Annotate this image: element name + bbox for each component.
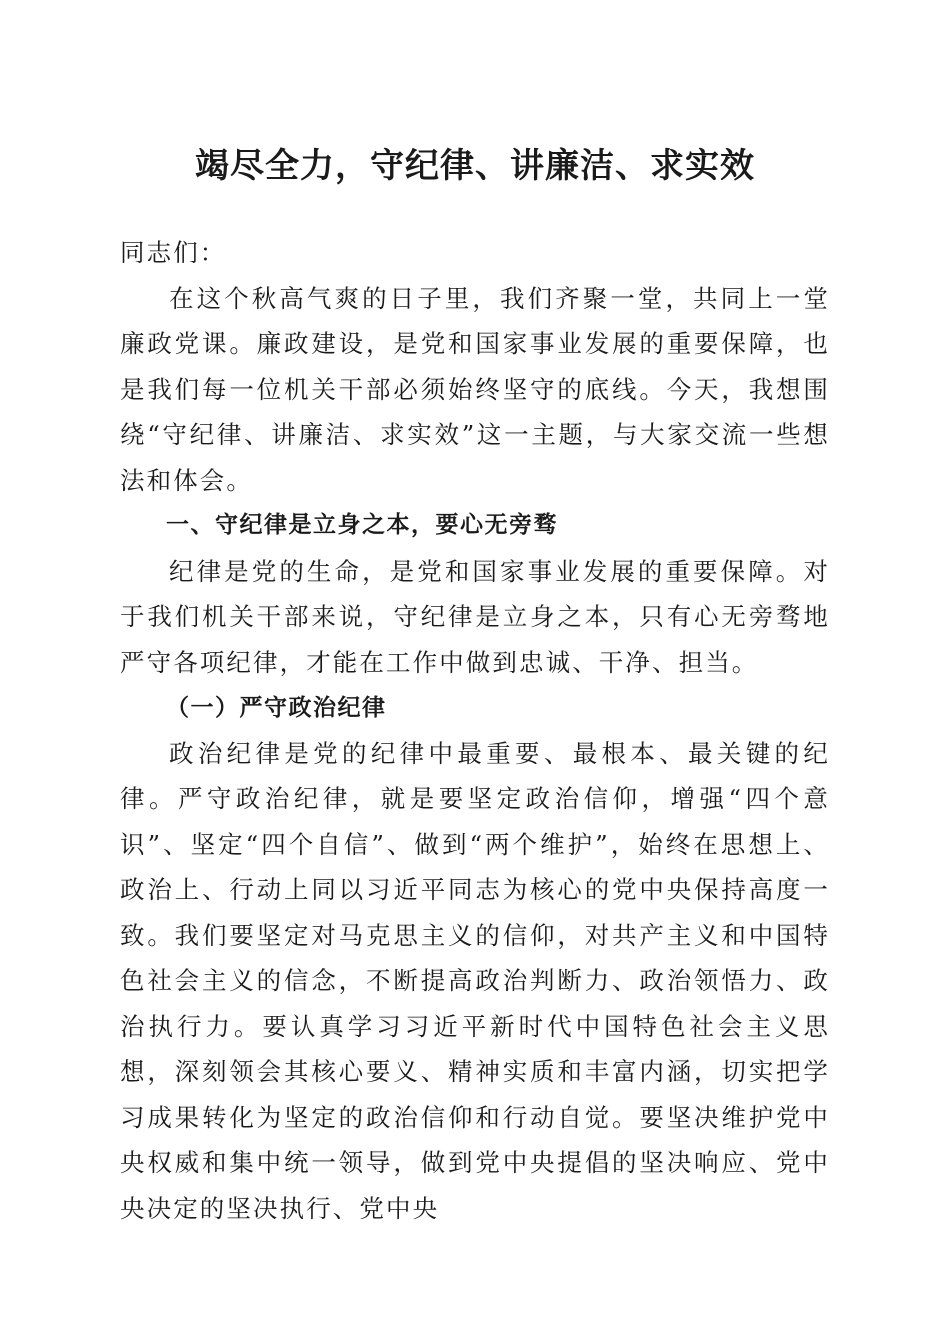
salutation: 同志们： xyxy=(120,238,227,267)
document-body xyxy=(120,230,830,1231)
intro-paragraph: 在这个秋高气爽的日子里，我们齐聚一堂，共同上一堂廉政党课。廉政建设，是党和国家事业发展的重要保障，也是我们每一位机关干部必须始终坚守的底线。今天，我想围绕“守纪律、讲廉洁、求实效”这一主题，与大家交流一些想法和体会。 xyxy=(120,283,830,495)
subsection-paragraph: 政治纪律是党的纪律中最重要、最根本、最关键的纪律。严守政治纪律，就是要坚定政治信仰，增强“四个意识”、坚定“四个自信”、做到“两个维护”，始终在思想上、政治上、行动上同以习近平同志为核心的党中央保持高度一致。我们要坚定对马克思主义的信仰，对共产主义和中国特色社会主义的信念，不断提高政治判断力、政治领悟力、政治执行力。要认真学习习近平新时代中国特色社会主义思想，深刻领会其核心要义、精神实质和丰富内涵，切实把学习成果转化为坚定的政治信仰和行动自觉。要坚决维护党中央权威和集中统一领导，做到党中央提倡的坚决响应、党中央决定的坚决执行、党中央 xyxy=(120,738,830,1223)
section-paragraph: 纪律是党的生命，是党和国家事业发展的重要保障。对于我们机关干部来说，守纪律是立身之本，只有心无旁骛地严守各项纪律，才能在工作中做到忠诚、干净、担当。 xyxy=(120,556,830,677)
document-title: 竭尽全力，守纪律、讲廉洁、求实效 xyxy=(195,146,755,186)
subsection-heading: （一）严守政治纪律 xyxy=(166,694,387,721)
section-heading: 一、守纪律是立身之本，要心无旁骛 xyxy=(166,512,558,538)
